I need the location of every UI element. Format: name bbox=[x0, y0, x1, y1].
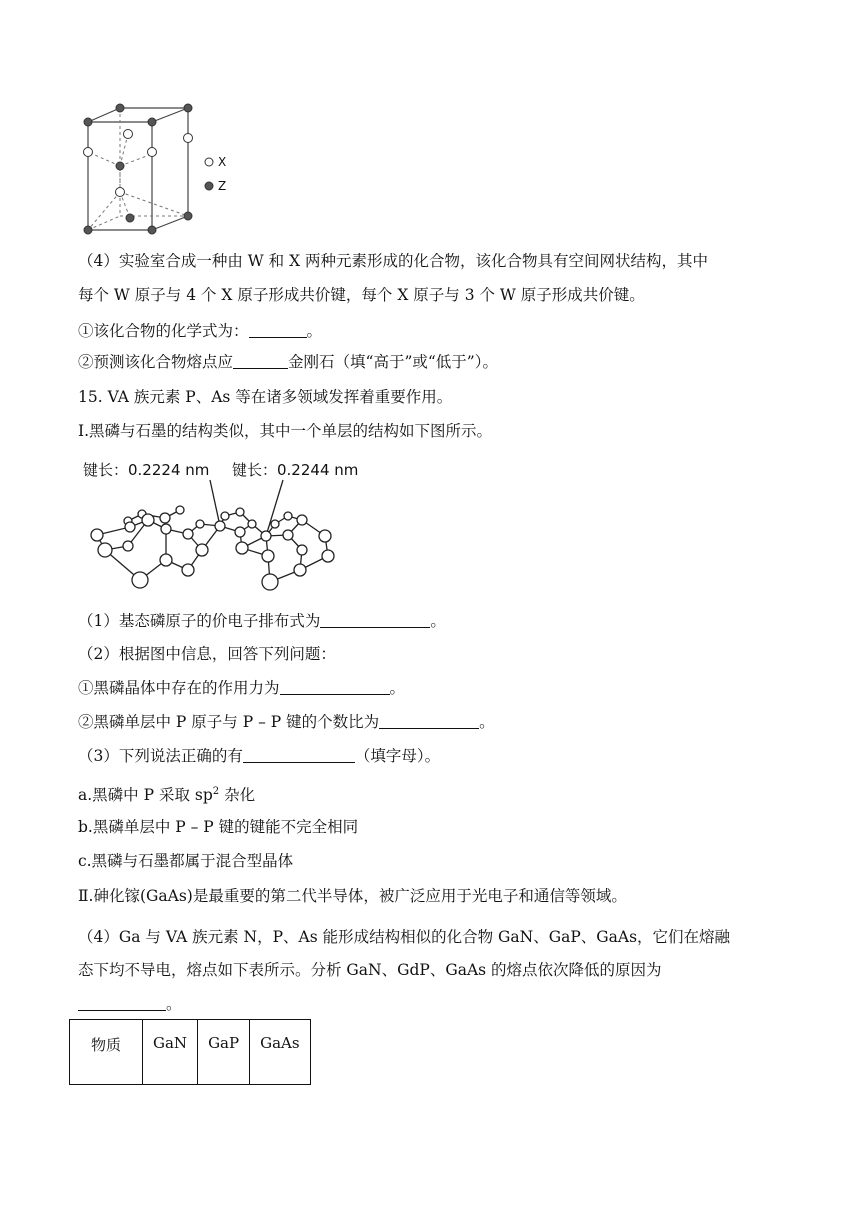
bond-length-label-2: 键长：0.2244 nm bbox=[232, 461, 359, 479]
answer-blank[interactable] bbox=[249, 321, 307, 338]
q15-q4-line1: （4）Ga 与 VA 族元素 N，P、As 能形成结构相似的化合物 GaN、GaP、GaAs，它们在熔融 bbox=[78, 928, 731, 946]
q15-q3: （3）下列说法正确的有 （填字母）。 bbox=[78, 747, 441, 765]
q15-q2: （2）根据图中信息，回答下列问题： bbox=[78, 645, 336, 663]
q15-q4-line3: 。 bbox=[78, 993, 182, 1015]
q4-sub1: ①该化合物的化学式为： 。 bbox=[78, 322, 323, 340]
q4-line2: 每个 W 原子与 4 个 X 原子形成共价键，每个 X 原子与 3 个 W 原子形成共价键。 bbox=[78, 286, 645, 304]
q15-q1: （1）基态磷原子的价电子排布式为 。 bbox=[78, 612, 446, 630]
q15-q2b: ②黑磷单层中 P 原子与 P – P 键的个数比为 。 bbox=[78, 713, 495, 731]
table-header-cell: GaAs bbox=[250, 1020, 310, 1085]
table-header-cell: GaP bbox=[198, 1020, 250, 1085]
answer-blank[interactable] bbox=[320, 611, 430, 628]
table-header-cell: 物质 bbox=[70, 1020, 143, 1085]
q4-line1: （4）实验室合成一种由 W 和 X 两种元素形成的化合物，该化合物具有空间网状结构，其中 bbox=[78, 252, 709, 270]
q15-option-c: c.黑磷与石墨都属于混合型晶体 bbox=[78, 852, 294, 870]
q15-part2: Ⅱ.砷化镓(GaAs)是最重要的第二代半导体，被广泛应用于光电子和通信等领域。 bbox=[78, 887, 627, 905]
q4-sub2: ②预测该化合物熔点应 金刚石（填“高于”或“低于”）。 bbox=[78, 353, 498, 371]
figure-legend bbox=[203, 150, 226, 198]
table-header-cell: GaN bbox=[143, 1020, 198, 1085]
answer-blank[interactable] bbox=[243, 746, 355, 763]
legend-item-x: X bbox=[203, 150, 226, 174]
answer-blank[interactable] bbox=[280, 678, 390, 695]
q15-q2a: ①黑磷晶体中存在的作用力为 。 bbox=[78, 679, 406, 697]
answer-blank[interactable] bbox=[379, 712, 479, 729]
answer-blank[interactable] bbox=[233, 352, 288, 369]
open-circle-icon bbox=[203, 156, 215, 168]
legend-item-z: Z bbox=[203, 174, 226, 198]
table-row bbox=[70, 1020, 311, 1085]
filled-circle-icon bbox=[203, 180, 215, 192]
q15-option-b: b.黑磷单层中 P – P 键的键能不完全相同 bbox=[78, 818, 359, 836]
answer-blank[interactable] bbox=[78, 994, 166, 1011]
q15-title: 15. VA 族元素 P、As 等在诸多领域发挥着重要作用。 bbox=[78, 388, 453, 406]
q15-option-a: a.黑磷中 P 采取 $sp^2$ 杂化 bbox=[78, 786, 256, 805]
melting-point-table bbox=[69, 1019, 311, 1085]
black-phosphorus-figure bbox=[80, 478, 360, 598]
bond-length-label-1: 键长：0.2224 nm bbox=[83, 461, 210, 479]
q15-q4-line2: 态下均不导电，熔点如下表所示。分析 GaN、GdP、GaAs 的熔点依次降低的原因为 bbox=[78, 961, 662, 979]
q15-part1: Ⅰ.黑磷与石墨的结构类似，其中一个单层的结构如下图所示。 bbox=[78, 422, 493, 440]
